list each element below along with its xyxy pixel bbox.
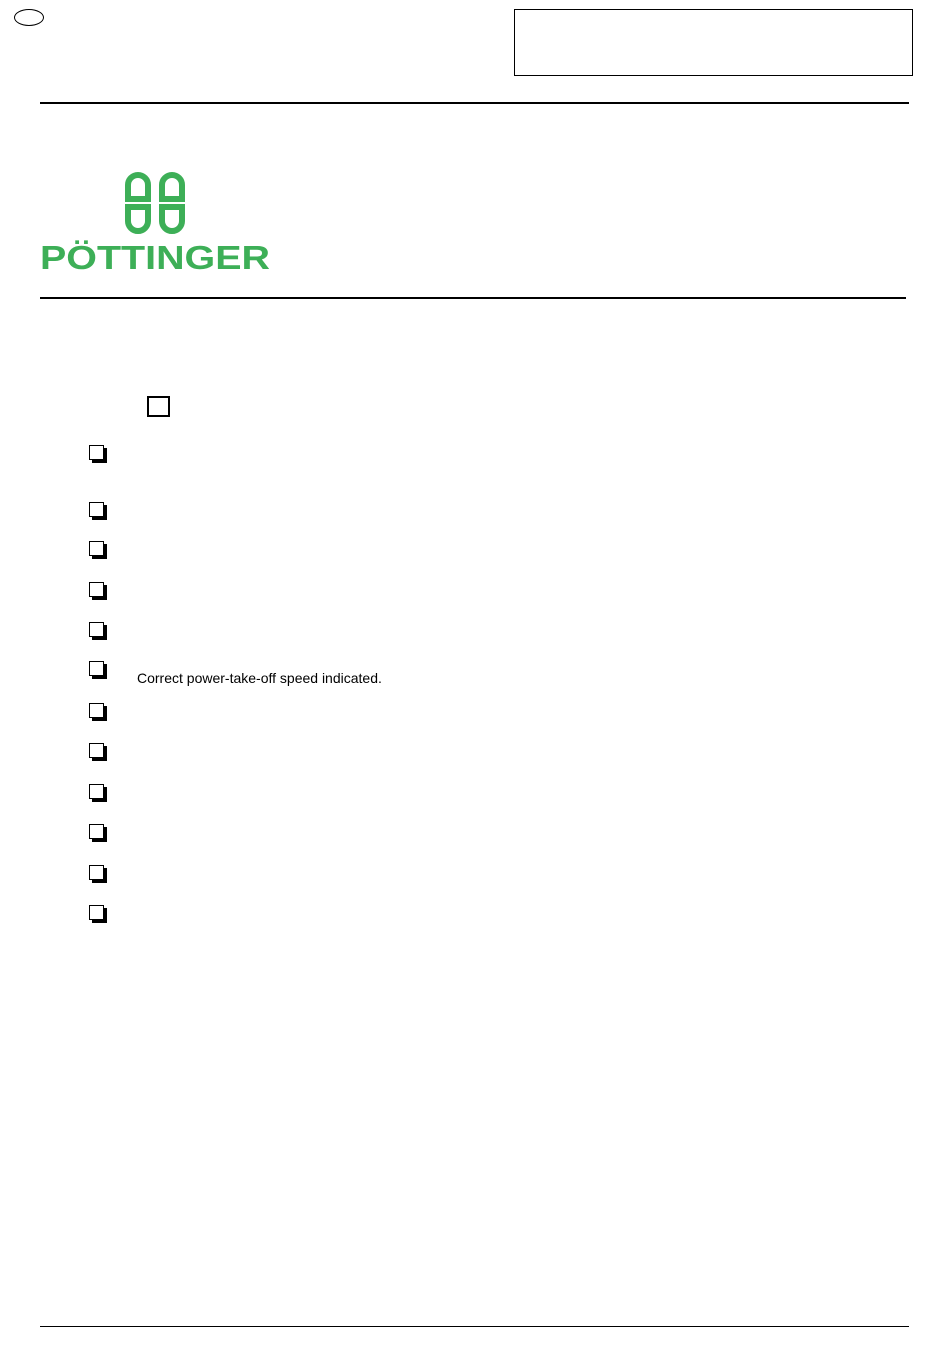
checklist-checkbox[interactable] [89, 703, 104, 718]
address-box [514, 9, 913, 76]
logo-divider [40, 297, 906, 299]
checklist-item-label: Correct power-take-off speed indicated. [137, 670, 382, 686]
checklist-checkbox[interactable] [89, 582, 104, 597]
pottinger-wordmark [40, 237, 272, 273]
top-divider [40, 102, 909, 104]
checklist-checkbox[interactable] [89, 622, 104, 637]
checklist-checkbox[interactable] [89, 743, 104, 758]
checklist-checkbox[interactable] [89, 824, 104, 839]
checklist-checkbox[interactable] [89, 541, 104, 556]
pottinger-clover-logo [122, 171, 188, 235]
language-oval [14, 9, 44, 26]
checklist-checkbox[interactable] [89, 784, 104, 799]
checklist-checkbox[interactable] [89, 502, 104, 517]
checklist-checkbox[interactable] [89, 905, 104, 920]
checklist-checkbox[interactable] [89, 865, 104, 880]
svg-text:PÖTTINGER: PÖTTINGER [40, 239, 271, 273]
checklist-checkbox[interactable] [89, 661, 104, 676]
header-checkbox[interactable] [147, 396, 170, 417]
footer-divider [40, 1326, 909, 1327]
checklist-checkbox[interactable] [89, 445, 104, 460]
